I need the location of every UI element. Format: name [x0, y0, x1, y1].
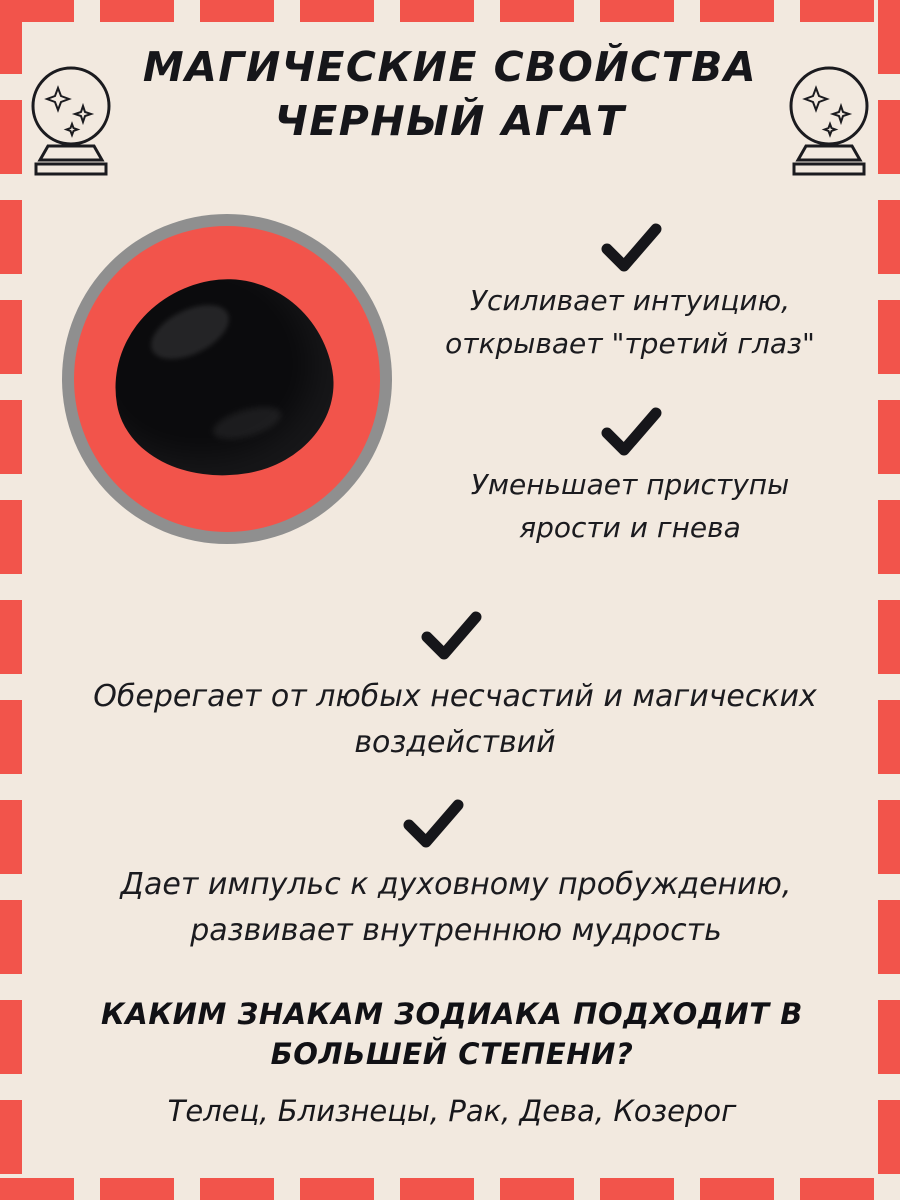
page-title-line-2: ЧЕРНЫЙ АГАТ — [274, 97, 626, 146]
frame-segment — [0, 300, 22, 374]
frame-segment — [0, 500, 22, 574]
frame-segment — [0, 100, 22, 174]
frame-segment — [200, 0, 274, 22]
checkmark-icon — [420, 610, 482, 664]
frame-segment — [878, 500, 900, 574]
frame-segment — [400, 1178, 474, 1200]
frame-segment — [878, 100, 900, 174]
frame-segment — [878, 300, 900, 374]
frame-segment — [878, 700, 900, 774]
black-agate-stone-image — [62, 214, 392, 544]
frame-segment — [0, 400, 22, 474]
frame-segment — [400, 0, 474, 22]
frame-segment — [800, 0, 874, 22]
frame-segment — [200, 1178, 274, 1200]
frame-segment — [0, 1000, 22, 1074]
frame-segment — [0, 1178, 74, 1200]
frame-segment — [800, 1178, 874, 1200]
frame-segment — [700, 0, 774, 22]
frame-segment — [878, 600, 900, 674]
frame-segment — [0, 0, 22, 74]
frame-segment — [878, 800, 900, 874]
frame-segment — [0, 1100, 22, 1174]
frame-segment — [500, 1178, 574, 1200]
poster-content — [22, 22, 878, 1178]
page-title — [132, 40, 768, 148]
crystal-ball-icon — [786, 54, 872, 180]
checkmark-icon — [600, 406, 662, 460]
frame-segment — [878, 1000, 900, 1074]
frame-segment — [878, 400, 900, 474]
frame-segment — [500, 0, 574, 22]
frame-segment — [300, 1178, 374, 1200]
frame-segment — [0, 900, 22, 974]
frame-segment — [600, 0, 674, 22]
checkmark-icon — [402, 798, 464, 852]
benefit-text: Оберегает от любых несчастий и магических воздействий — [93, 679, 817, 760]
frame-segment — [878, 900, 900, 974]
frame-segment — [0, 200, 22, 274]
frame-segment — [0, 700, 22, 774]
zodiac-answer: Телец, Близнецы, Рак, Дева, Козерог — [167, 1094, 737, 1128]
checkmark-icon — [600, 222, 662, 276]
frame-segment — [878, 200, 900, 274]
frame-segment — [600, 1178, 674, 1200]
benefit-text: Усиливает интуицию, открывает "третий глаз" — [445, 284, 815, 360]
zodiac-question: КАКИМ ЗНАКАМ ЗОДИАКА ПОДХОДИТ В БОЛЬШЕЙ СТЕПЕНИ? — [101, 997, 803, 1072]
frame-segment — [100, 0, 174, 22]
page-title-line-1: МАГИЧЕСКИЕ СВОЙСТВА — [142, 43, 758, 91]
frame-segment — [0, 800, 22, 874]
frame-segment — [878, 1100, 900, 1174]
benefit-text: Уменьшает приступы ярости и гнева — [470, 468, 790, 544]
frame-segment — [700, 1178, 774, 1200]
frame-segment — [100, 1178, 174, 1200]
benefit-text: Дает импульс к духовному пробуждению, развивает внутреннюю мудрость — [120, 867, 792, 948]
frame-segment — [300, 0, 374, 22]
crystal-ball-icon — [28, 54, 114, 180]
frame-segment — [0, 600, 22, 674]
frame-segment — [878, 0, 900, 74]
